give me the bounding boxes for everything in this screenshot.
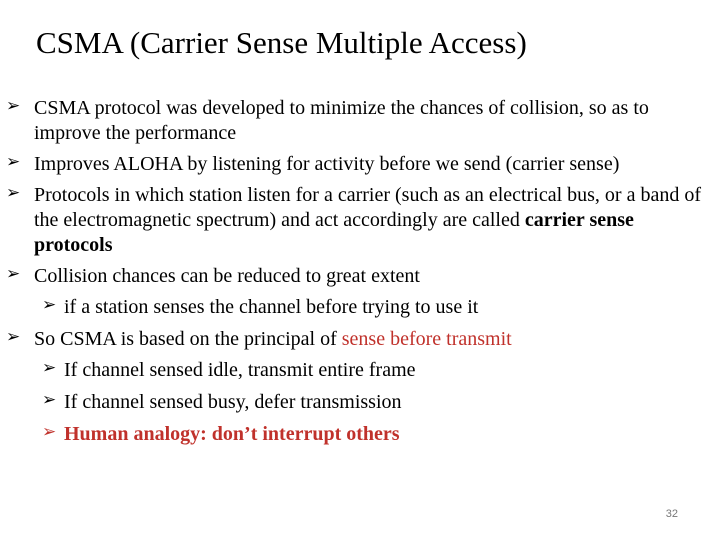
arrow-bullet-icon: ➢ xyxy=(42,390,57,410)
bullet-item xyxy=(0,96,720,146)
bullet-text: If channel sensed busy, defer transmission xyxy=(64,391,402,413)
arrow-bullet-icon: ➢ xyxy=(42,295,57,315)
bullet-text: carrier sense protocols xyxy=(34,209,634,256)
bullet-text: Collision chances can be reduced to great extent xyxy=(34,265,420,287)
bullet-list xyxy=(0,96,720,454)
sub-bullet-item xyxy=(0,358,720,383)
arrow-bullet-icon: ➢ xyxy=(6,327,21,347)
bullet-text: So CSMA is based on the principal of xyxy=(34,328,342,350)
page-number: 32 xyxy=(665,508,678,520)
bullet-text: Protocols in which station listen for a carrier (such as an electrical bus, or a band of the electromagnetic spectrum) and act accordingly are called xyxy=(34,184,702,231)
bullet-item xyxy=(0,183,720,258)
arrow-bullet-icon: ➢ xyxy=(6,264,21,284)
bullet-text: sense before transmit xyxy=(341,328,512,350)
arrow-bullet-icon: ➢ xyxy=(6,183,21,203)
arrow-bullet-icon: ➢ xyxy=(42,422,57,442)
bullet-text: CSMA protocol was developed to minimize the chances of collision, so as to improve the performance xyxy=(34,97,649,144)
arrow-bullet-icon: ➢ xyxy=(42,358,57,378)
sub-bullet-item xyxy=(0,295,720,320)
bullet-text: Human analogy: don’t interrupt others xyxy=(64,423,400,445)
sub-bullet-item xyxy=(0,390,720,415)
slide-title: CSMA (Carrier Sense Multiple Access) xyxy=(36,25,527,60)
bullet-text: if a station senses the channel before trying to use it xyxy=(64,296,479,318)
bullet-text: Improves ALOHA by listening for activity before we send (carrier sense) xyxy=(34,153,620,175)
arrow-bullet-icon: ➢ xyxy=(6,96,21,116)
bullet-item xyxy=(0,264,720,289)
bullet-item xyxy=(0,152,720,177)
bullet-item xyxy=(0,327,720,352)
bullet-text: If channel sensed idle, transmit entire frame xyxy=(64,359,416,381)
arrow-bullet-icon: ➢ xyxy=(6,152,21,172)
sub-bullet-item xyxy=(0,422,720,447)
